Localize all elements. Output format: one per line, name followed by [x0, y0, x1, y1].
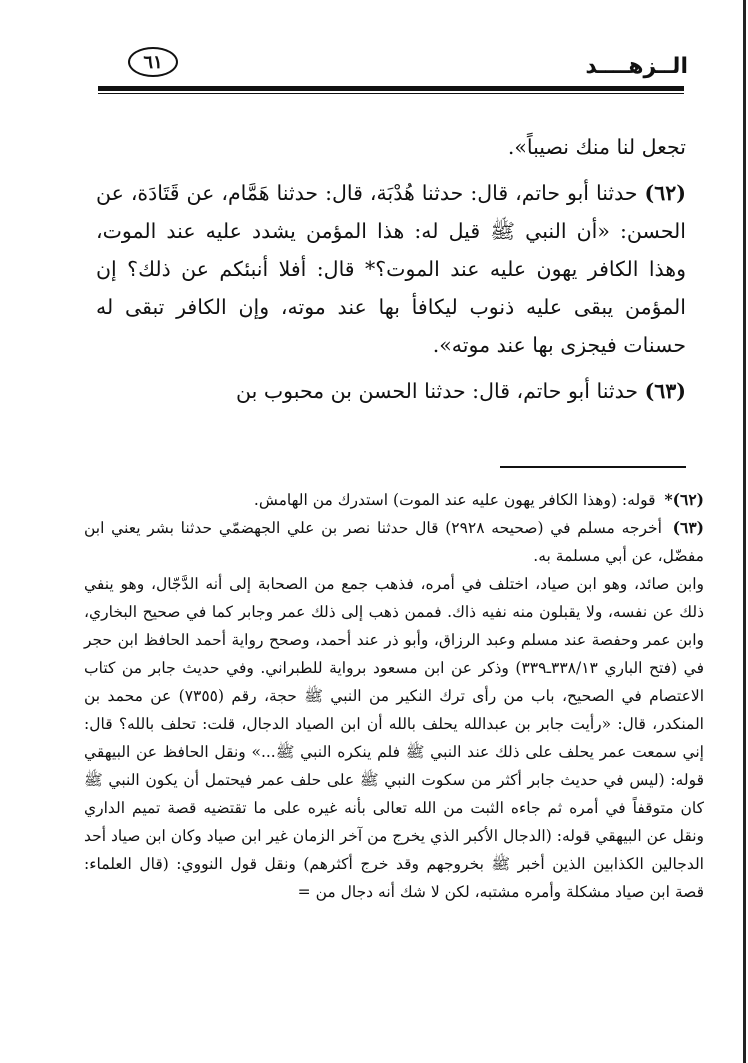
footnote-text: أخرجه مسلم في (صحيحه ٢٩٢٨) قال حدثنا نصر بن علي الجهضمّي حدثنا بشر يعني ابن مفضّل، عن أبي مسلمة به. — [84, 519, 704, 565]
footnotes — [84, 486, 704, 906]
running-header-title: الــزهــــد — [585, 54, 688, 79]
paragraph-continuation: تجعل لنا منك نصيباً». — [507, 135, 686, 159]
header-rule-thick — [98, 86, 684, 91]
footnote-63-continued: وابن صائد، وهو ابن صياد، اختلف في أمره، فذهب جمع من الصحابة إلى أنه الدَّجّال، وهو ينفي ذلك عن نفسه، ولا يقبلون منه نفيه ذاك. فممن ذهب إلى ذلك عمر وجابر كما في صحيح البخاري، وابن عمر وحفصة عند مسلم وعبد الرزاق، وأبو ذر عند أحمد، وصحح رواية أحمد الحافظ ابن حجر في (فتح الباري ٣٣٨/١٣ـ٣٣٩) وذكر عن ابن مسعود برواية للطبراني. وفي حديث جابر من كتاب الاعتصام في الصحيح، باب من رأى ترك النكير من النبي ﷺ حجة، رقم (٧٣٥٥) عن محمد بن المنكدر، قال: «رأيت جابر بن عبدالله يحلف بالله أن ابن الصياد الدجال، قلت: تحلف بالله؟ قال: إني سمعت عمر يحلف على ذلك عند النبي ﷺ فلم ينكره النبي ﷺ...» ونقل الحافظ عن البيهقي قوله: (ليس في حديث جابر أكثر من سكوت النبي ﷺ على حلف عمر فيحتمل أن يكون النبي ﷺ كان متوقفاً في أمره ثم جاءه الثبت من الله تعالى بأنه غيره على ما تقتضيه قصة تميم الداري ونقل عن البيهقي قوله: (الدجال الأكبر الذي يخرج من آخر الزمان غير ابن صياد وكان ابن صياد أحد الدجالين الكذابين الذين أخبر ﷺ بخروجهم وقد خرج أكثرهم) ونقل قول النووي: (قال العلماء: قصة ابن صياد مشكلة وأمره مشتبه، لكن لا شك أنه دجال من = — [84, 575, 704, 901]
footnote-number: (٦٣) — [672, 518, 704, 537]
page-edge-shadow — [743, 0, 746, 1063]
footnote-separator — [500, 466, 686, 468]
main-text — [96, 128, 686, 418]
footnote-number: (٦٢)* — [664, 490, 704, 509]
page-number: ٦١ — [128, 47, 178, 77]
footnote-text: قوله: (وهذا الكافر يهون عليه عند الموت) استدرك من الهامش. — [253, 491, 656, 509]
hadith-text: حدثنا أبو حاتم، قال: حدثنا هُدْبَة، قال: حدثنا هَمَّام، عن قَتَادَة، عن الحسن: «أن النبي ﷺ قيل له: هذا المؤمن يشدد عليه عند الموت، وهذا الكافر يهون عليه عند الموت؟* قال: أفلا أنبئكم عن ذلك؟ إن المؤمن يبقى عليه ذنوب ليكافأ بها عند موته، وإن الكافر تبقى له حسنات فيجزى بها عند موته». — [96, 181, 686, 357]
hadith-number: (٦٢) — [644, 181, 686, 205]
footnote-62 — [84, 486, 704, 514]
footnote-63 — [84, 514, 704, 570]
hadith-text: حدثنا أبو حاتم، قال: حدثنا الحسن بن محبوب بن — [236, 379, 639, 403]
hadith-number: (٦٣) — [644, 379, 686, 403]
hadith-62 — [96, 174, 686, 364]
header-rule-thin — [98, 93, 684, 94]
hadith-63 — [96, 372, 686, 410]
